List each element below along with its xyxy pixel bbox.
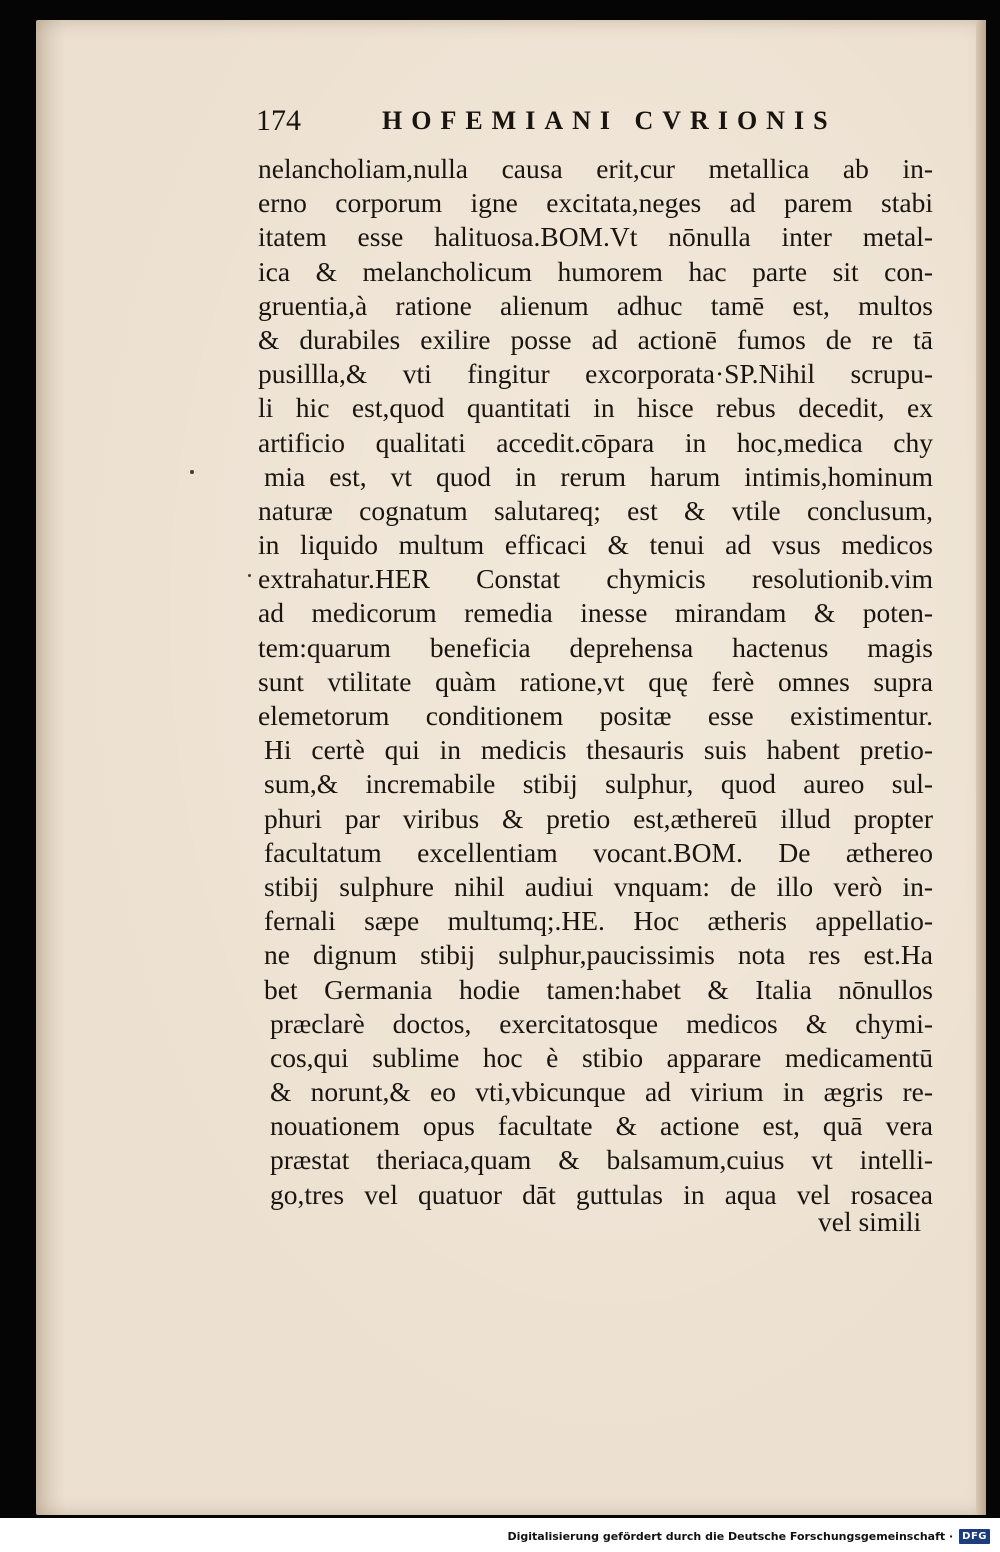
- text-line: præstat theriaca,quam & balsamum,cuius vt intelli-: [270, 1144, 933, 1176]
- text-line: sum,& incremabile stibij sulphur, quod aureo sul-: [264, 768, 933, 800]
- text-line: tem:quarum beneficia deprehensa hactenus magis: [258, 631, 933, 663]
- text-line: erno corporum igne excitata,neges ad parem stabi: [258, 187, 933, 219]
- text-line: phuri par viribus & pretio est,æthereū illud propter: [264, 802, 933, 834]
- text-line: stibij sulphure nihil audiui vnquam: de illo verò in-: [264, 870, 933, 902]
- running-title: HOFEMIANI CVRIONIS: [382, 106, 837, 135]
- text-line: Hi certè qui in medicis thesauris suis habent pretio-: [264, 734, 933, 766]
- text-line: gruentia,à ratione alienum adhuc tamē est, multos: [258, 289, 933, 321]
- text-line: itatem esse halituosa.BOM.Vt nōnulla inter metal-: [258, 221, 933, 253]
- text-line: ne dignum stibij sulphur,paucissimis nota res est.Ha: [264, 939, 933, 971]
- text-line: artificio qualitati accedit.cōpara in hoc,medica chy: [258, 426, 933, 458]
- body-text: [258, 152, 933, 1212]
- text-line: nelancholiam,nulla causa erit,cur metallica ab in-: [258, 153, 933, 184]
- text-line: li hic est,quod quantitati in hisce rebus decedit, ex: [258, 392, 933, 424]
- text-line: cos,qui sublime hoc è stibio apparare medicamentū: [270, 1041, 933, 1073]
- text-line: extrahatur.HER Constat chymicis resolutionib.vim: [258, 563, 933, 595]
- text-line: mia est, vt quod in rerum harum intimis,hominum: [264, 460, 933, 492]
- catchword: vel simili: [818, 1206, 922, 1237]
- footer: [507, 1524, 990, 1548]
- text-line: pusillla,& vti fingitur excorporata·SP.Nihil scrupu-: [258, 358, 933, 390]
- text-line: bet Germania hodie tamen:habet & Italia nōnullos: [264, 973, 933, 1005]
- text-line: in liquido multum efficaci & tenui ad vsus medicos: [258, 529, 933, 561]
- text-line: ad medicorum remedia inesse mirandam & poten-: [258, 597, 933, 629]
- page-edge: [976, 20, 986, 1515]
- text-line: sunt vtilitate quàm ratione,vt quę ferè omnes supra: [258, 665, 933, 697]
- ink-speck: [190, 470, 194, 474]
- ink-speck: [248, 574, 251, 577]
- text-line: fernali sæpe multumq;.HE. Hoc ætheris appellatio-: [264, 905, 933, 937]
- running-head: [256, 104, 856, 144]
- text-line: facultatum excellentiam vocant.BOM. De æthereo: [264, 836, 933, 868]
- dfg-logo: DFG: [959, 1529, 990, 1544]
- page-number: 174: [256, 104, 301, 137]
- funding-credit: Digitalisierung gefördert durch die Deutsche Forschungsgemeinschaft ·: [507, 1529, 954, 1543]
- text-line: nouationem opus facultate & actione est, quā vera: [270, 1110, 933, 1142]
- text-line: naturæ cognatum salutareq; est & vtile conclusum,: [258, 494, 933, 526]
- text-line: ica & melancholicum humorem hac parte sit con-: [258, 255, 933, 287]
- text-line: elemetorum conditionem positæ esse existimentur.: [258, 700, 933, 731]
- text-line: & norunt,& eo vti,vbicunque ad virium in ægris re-: [270, 1076, 933, 1108]
- text-line: go,tres vel quatuor dāt guttulas in aqua vel rosacea: [270, 1178, 933, 1210]
- text-line: & durabiles exilire posse ad actionē fumos de re tā: [258, 323, 933, 355]
- text-line: præclarè doctos, exercitatosque medicos & chymi-: [270, 1007, 933, 1039]
